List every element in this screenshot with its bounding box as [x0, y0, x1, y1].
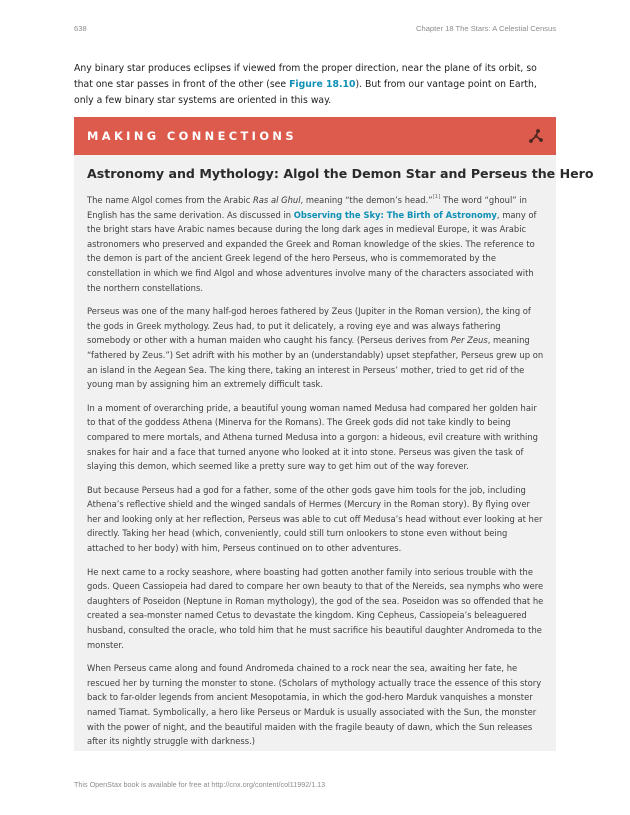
text-run: , meaning “the demon’s head.”	[300, 195, 433, 205]
chapter-link[interactable]: Observing the Sky: The Birth of Astronomy	[293, 209, 497, 220]
text-run: Perseus was one of the many half-god heroes fathered by Zeus (Jupiter in the Roman version), the king of the gods in Greek mythology. Zeus had, to put it delicately, a roving eye and was always fathering somebody or other with a human maiden who caught his fancy. (Perseus derives from	[87, 306, 531, 346]
text-run: The name Algol comes from the Arabic	[87, 195, 253, 205]
chapter-title: Chapter 18 The Stars: A Celestial Census	[416, 24, 556, 33]
paragraph-rescue: When Perseus came along and found Andromeda chained to a rock near the sea, awaiting her fate, he rescued her by turning the monster to stone. (Scholars of mythology actually trace the essence of this story back to far-older legends from ancient Mesopotamia, in which the god-hero Marduk vanquishes a monster named Tiamat. Symbolically, a hero like Perseus or Marduk is usually associated with the Sun, the monster with the power of night, and the beautiful maiden with the fragile beauty of dawn, which the Sun releases after its nightly struggle with darkness.)	[87, 663, 542, 747]
paragraph-perseus-origin	[87, 304, 545, 392]
intro-text-start: Any binary star produces eclipses if viewed from the proper direction, near the plane of its orbit, so that one star passes in front of the other (see	[74, 63, 537, 90]
making-connections-box	[74, 117, 594, 751]
paragraph-andromeda: He next came to a rocky seashore, where boasting had gotten another family into serious trouble with the gods. Queen Cassiopeia had dared to compare her own beauty to that of the Nereids, sea nymphs who were daughters of Poseidon (Neptune in Roman mythology), the god of the sea. Poseidon was so offended that he created a sea-monster named Cetus to devastate the kingdom. King Cepheus, Cassiopeia’s beleaguered husband, consulted the oracle, who told him that he must sacrifice his beautiful daughter Andromeda to the monster.	[87, 566, 544, 650]
page-header	[74, 24, 556, 36]
paragraph-perseus-gifts: But because Perseus had a god for a father, some of the other gods gave him tools for the job, including Athena’s reflective shield and the winged sandals of Hermes (Mercury in the Roman story). By flying over her and looking only at her reflection, Perseus was able to cut off Medusa’s head without ever looking at her directly. Taking her head (which, conveniently, could still turn onlookers to stone even without being attached to her body) with him, Perseus continued on to other adventures.	[87, 484, 543, 554]
page-footer: This OpenStax book is available for free at http://cnx.org/content/col11992/1.13	[74, 780, 326, 789]
text-run: , many of the bright stars have Arabic names because during the long dark ages in medieval Europe, it was Arabic astronomers who preserved and expanded the Greek and Roman knowledge of the skies. The reference to the demon is part of the ancient Greek legend of the hero Perseus, who is commemorated by the constellation in which we find Algol and whose adventures involve many of the characters associated with the northern constellations.	[87, 209, 537, 293]
intro-text-end: ). But from our vantage point on Earth, only a few binary star systems are oriented in this way.	[74, 79, 537, 106]
italic-term: Ras al Ghul	[252, 195, 301, 205]
footnote-marker[interactable]: [1]	[432, 194, 441, 200]
connections-icon	[528, 128, 544, 144]
figure-link[interactable]: Figure 18.10	[289, 79, 356, 90]
intro-paragraph	[74, 61, 556, 109]
paragraph-medusa: In a moment of overarching pride, a beautiful young woman named Medusa had compared her golden hair to that of the goddess Athena (Minerva for the Romans). The Greek gods did not take kindly to being compared to mere mortals, and Athena turned Medusa into a gorgon: a hideous, evil creature with writhing snakes for hair and a face that turned anyone who looked at it into stone. Perseus was given the task of slaying this demon, which seemed like a pretty sure way to get him out of the way forever.	[87, 402, 538, 472]
page-number: 638	[74, 24, 87, 33]
italic-term: Per Zeus	[450, 335, 488, 346]
feature-label: MAKING CONNECTIONS	[87, 129, 297, 143]
paragraph-algol-name	[87, 193, 545, 295]
feature-title: Astronomy and Mythology: Algol the Demon Star and Perseus the Hero	[87, 166, 594, 181]
feature-body	[87, 193, 545, 758]
text-run: , meaning “fathered by Zeus.”) Set adrift with his mother by an (understandably) upset stepfather, Perseus grew up on an island in the Aegean Sea. The king there, taking an interest in Perseus’ mother, tried to get rid of the young man by assigning him an extremely difficult task.	[87, 335, 544, 390]
text-run: The word “ghoul” in English has the same derivation. As discussed in	[87, 195, 527, 220]
feature-header-bar	[74, 117, 556, 155]
